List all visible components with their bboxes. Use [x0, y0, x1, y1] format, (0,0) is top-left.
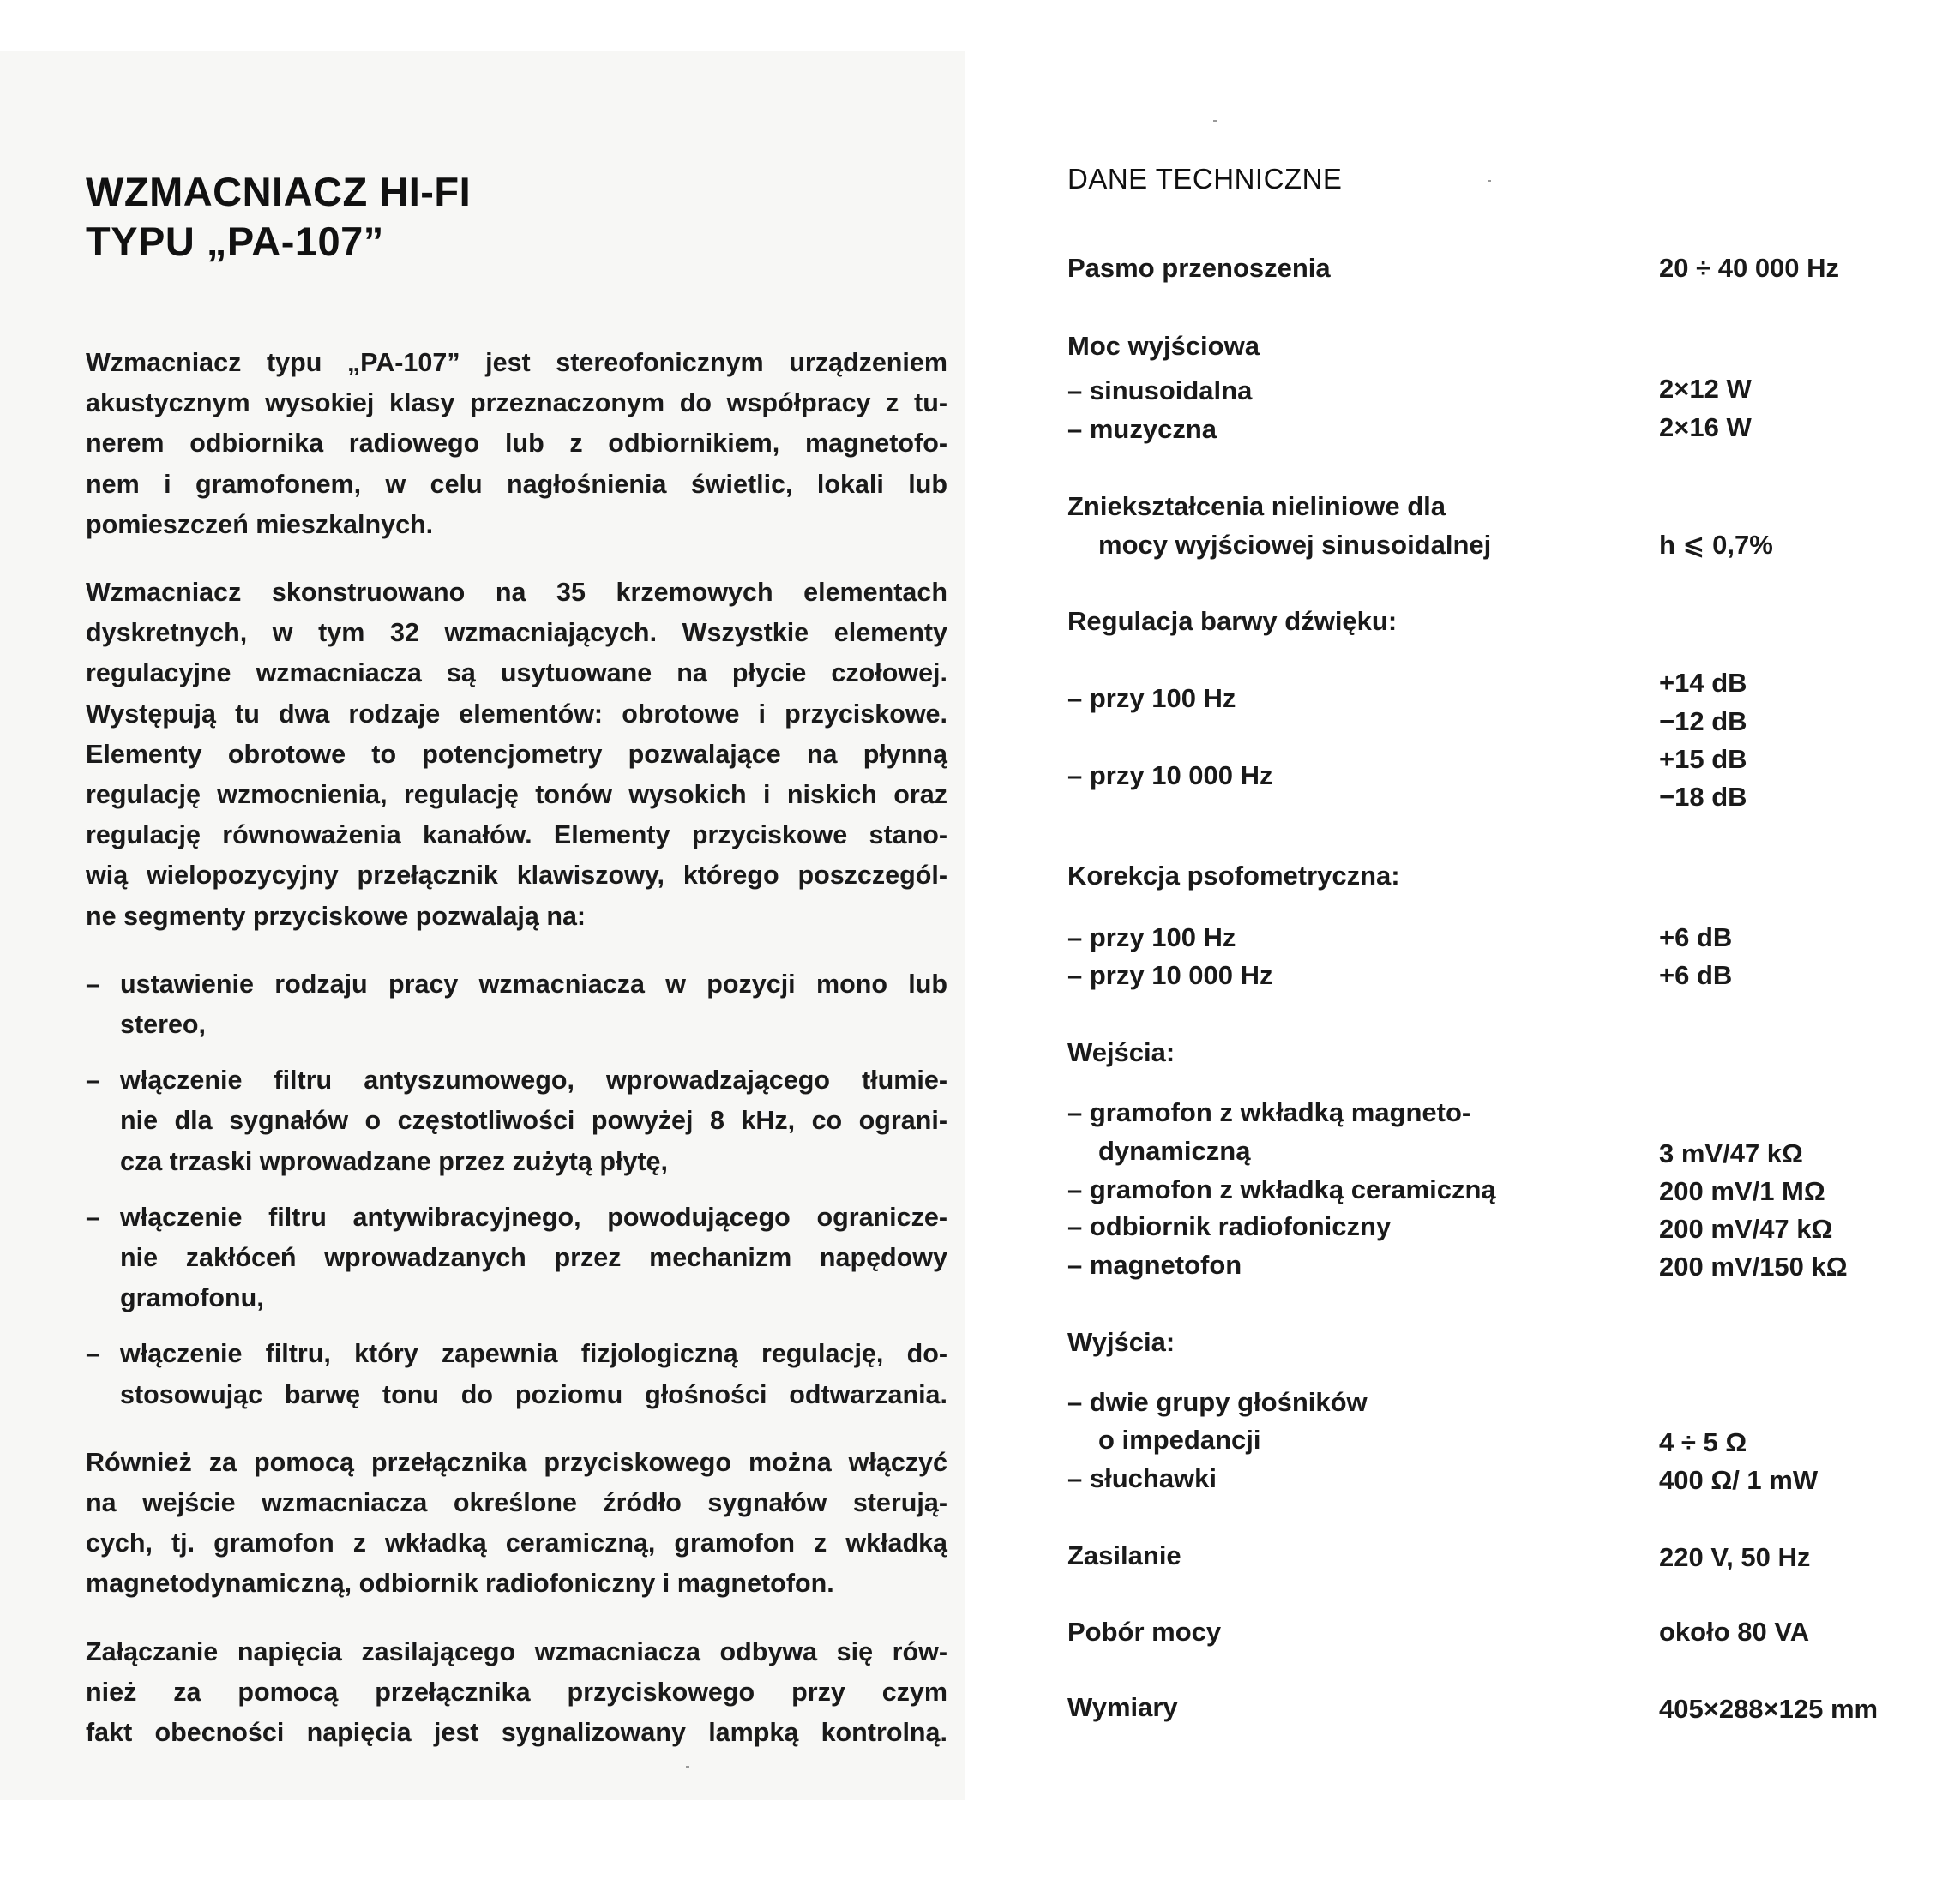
spec-value: 20 ÷ 40 000 Hz	[1659, 253, 1840, 283]
spec-value: około 80 VA	[1659, 1617, 1810, 1647]
text-line: cza trzaski wprowadzane przez zużytą płytę,	[120, 1146, 668, 1176]
spec-value: 400 Ω/ 1 mW	[1659, 1465, 1819, 1495]
spec-label: Korekcja psofometryczna:	[1067, 861, 1400, 891]
spec-label: Wyjścia:	[1067, 1327, 1175, 1357]
text-line: włączenie filtru antywibracyjnego, powodującego ogranicze-	[120, 1202, 947, 1232]
spec-sublabel: – gramofon z wkładką magneto-	[1067, 1097, 1471, 1127]
text-line: fakt obecności napięcia jest sygnalizowany lampką kontrolną.	[86, 1718, 947, 1748]
paragraph-construction	[86, 573, 947, 937]
spec-value: 220 V, 50 Hz	[1659, 1542, 1811, 1572]
spec-value: 200 mV/47 kΩ	[1659, 1214, 1833, 1244]
spec-value: +15 dB	[1659, 744, 1747, 774]
text-line: Elementy obrotowe to potencjometry pozwalające na płynną	[86, 739, 947, 769]
paragraph-inputs	[86, 1443, 947, 1605]
text-line: gramofonu,	[120, 1283, 264, 1313]
text-line: Wzmacniacz typu „PA-107” jest stereofonicznym urządzeniem	[86, 348, 947, 377]
spec-label: Zasilanie	[1067, 1540, 1181, 1570]
spec-sublabel: – muzyczna	[1067, 414, 1217, 444]
spec-label: Regulacja barwy dźwięku:	[1067, 606, 1398, 636]
spec-value: 405×288×125 mm	[1659, 1694, 1879, 1724]
text-line: Załączanie napięcia zasilającego wzmacniacza odbywa się rów-	[86, 1636, 947, 1666]
spec-value: 2×12 W	[1659, 374, 1752, 404]
spec-value: h ⩽ 0,7%	[1659, 530, 1773, 560]
spec-value: 200 mV/1 MΩ	[1659, 1176, 1825, 1206]
spec-label: mocy wyjściowej sinusoidalnej	[1098, 530, 1492, 560]
paragraph-intro	[86, 343, 947, 545]
text-line: ne segmenty przyciskowe pozwalają na:	[86, 901, 586, 931]
spec-label: Zniekształcenia nieliniowe dla	[1067, 491, 1446, 521]
spec-sublabel: dynamiczną	[1098, 1136, 1251, 1166]
spec-sublabel: – przy 100 Hz	[1067, 922, 1236, 952]
text-line: regulację wzmocnienia, regulację tonów wysokich i niskich oraz	[86, 780, 947, 810]
spec-value: +6 dB	[1659, 922, 1733, 952]
text-line: cych, tj. gramofon z wkładką ceramiczną, gramofon z wkładką	[86, 1528, 947, 1558]
text-line: Również za pomocą przełącznika przyciskowego można włączyć	[86, 1447, 947, 1477]
dash-marker: –	[86, 1339, 100, 1369]
spec-value: 200 mV/150 kΩ	[1659, 1252, 1848, 1282]
text-line: nem i gramofonem, w celu nagłośnienia świetlic, lokali lub	[86, 469, 947, 499]
dash-marker: –	[86, 1066, 100, 1096]
text-line: wią wielopozycyjny przełącznik klawiszowy, którego poszczegól-	[86, 861, 947, 891]
description-body	[86, 343, 947, 1780]
document-title	[86, 167, 471, 267]
text-line: nie dla sygnałów o częstotliwości powyżej 8 kHz, co ograni-	[120, 1106, 947, 1136]
spec-value: −12 dB	[1659, 706, 1747, 736]
text-line: pomieszczeń mieszkalnych.	[86, 509, 434, 539]
text-line: regulację równoważenia kanałów. Elementy przyciskowe stano-	[86, 820, 947, 850]
spec-sublabel: – magnetofon	[1067, 1250, 1242, 1280]
text-line: dyskretnych, w tym 32 wzmacniających. Wszystkie elementy	[86, 618, 947, 648]
spec-value: 3 mV/47 kΩ	[1659, 1138, 1803, 1168]
title-line-2: TYPU „PA-107”	[86, 219, 384, 264]
text-line: nerem odbiornika radiowego lub z odbiornikiem, magnetofo-	[86, 429, 947, 459]
scan-speck	[1488, 180, 1491, 182]
spec-sublabel: o impedancji	[1098, 1425, 1261, 1455]
dash-marker: –	[86, 969, 100, 999]
text-line: Wzmacniacz skonstruowano na 35 krzemowych elementach	[86, 578, 947, 608]
spec-sublabel: – odbiornik radiofoniczny	[1067, 1211, 1392, 1241]
dash-marker: –	[86, 1202, 100, 1232]
text-line: magnetodynamiczną, odbiornik radiofoniczny i magnetofon.	[86, 1569, 834, 1599]
text-line: akustycznym wysokiej klasy przeznaczonym do współpracy z tu-	[86, 388, 947, 418]
spec-label: Pobór mocy	[1067, 1617, 1222, 1647]
spec-label: Wymiary	[1067, 1692, 1178, 1722]
list-item	[86, 1198, 947, 1319]
scan-speck	[686, 1766, 689, 1768]
spec-sublabel: – sinusoidalna	[1067, 375, 1253, 405]
text-line: włączenie filtru antyszumowego, wprowadzającego tłumie-	[120, 1066, 947, 1096]
spec-sublabel: – przy 10 000 Hz	[1067, 960, 1273, 990]
spec-label: Pasmo przenoszenia	[1067, 253, 1331, 283]
text-line: regulacyjne wzmacniacza są usytuowane na płycie czołowej.	[86, 658, 947, 688]
text-line: stereo,	[120, 1010, 207, 1040]
spec-sublabel: – gramofon z wkładką ceramiczną	[1067, 1174, 1496, 1204]
spec-value: 4 ÷ 5 Ω	[1659, 1427, 1747, 1457]
text-line: Występują tu dwa rodzaje elementów: obrotowe i przyciskowe.	[86, 699, 947, 729]
text-line: włączenie filtru, który zapewnia fizjologiczną regulację, do-	[120, 1339, 947, 1369]
spec-sublabel: – dwie grupy głośników	[1067, 1387, 1368, 1417]
scan-speck	[1213, 120, 1217, 122]
spec-sublabel: – słuchawki	[1067, 1463, 1217, 1493]
spec-value: +6 dB	[1659, 960, 1733, 990]
spec-label: Moc wyjściowa	[1067, 331, 1260, 361]
text-line: na wejście wzmacniacza określone źródło sygnałów sterują-	[86, 1488, 947, 1518]
title-line-1: WZMACNIACZ HI-FI	[86, 169, 472, 214]
spec-value: −18 dB	[1659, 782, 1747, 812]
spec-value: 2×16 W	[1659, 412, 1752, 442]
paragraph-power	[86, 1632, 947, 1754]
spec-sublabel: – przy 100 Hz	[1067, 683, 1236, 713]
list-item	[86, 964, 947, 1045]
list-item	[86, 1060, 947, 1182]
spec-sublabel: – przy 10 000 Hz	[1067, 760, 1273, 790]
spec-label: Wejścia:	[1067, 1037, 1175, 1067]
text-line: nie zakłóceń wprowadzanych przez mechanizm napędowy	[120, 1243, 947, 1273]
text-line: ustawienie rodzaju pracy wzmacniacza w pozycji mono lub	[120, 969, 947, 999]
text-line: nież za pomocą przełącznika przyciskowego przy czym	[86, 1677, 947, 1707]
spec-value: +14 dB	[1659, 668, 1747, 698]
specifications-heading: DANE TECHNICZNE	[1067, 163, 1343, 195]
text-line: stosowując barwę tonu do poziomu głośności odtwarzania.	[120, 1379, 947, 1409]
list-item	[86, 1334, 947, 1414]
